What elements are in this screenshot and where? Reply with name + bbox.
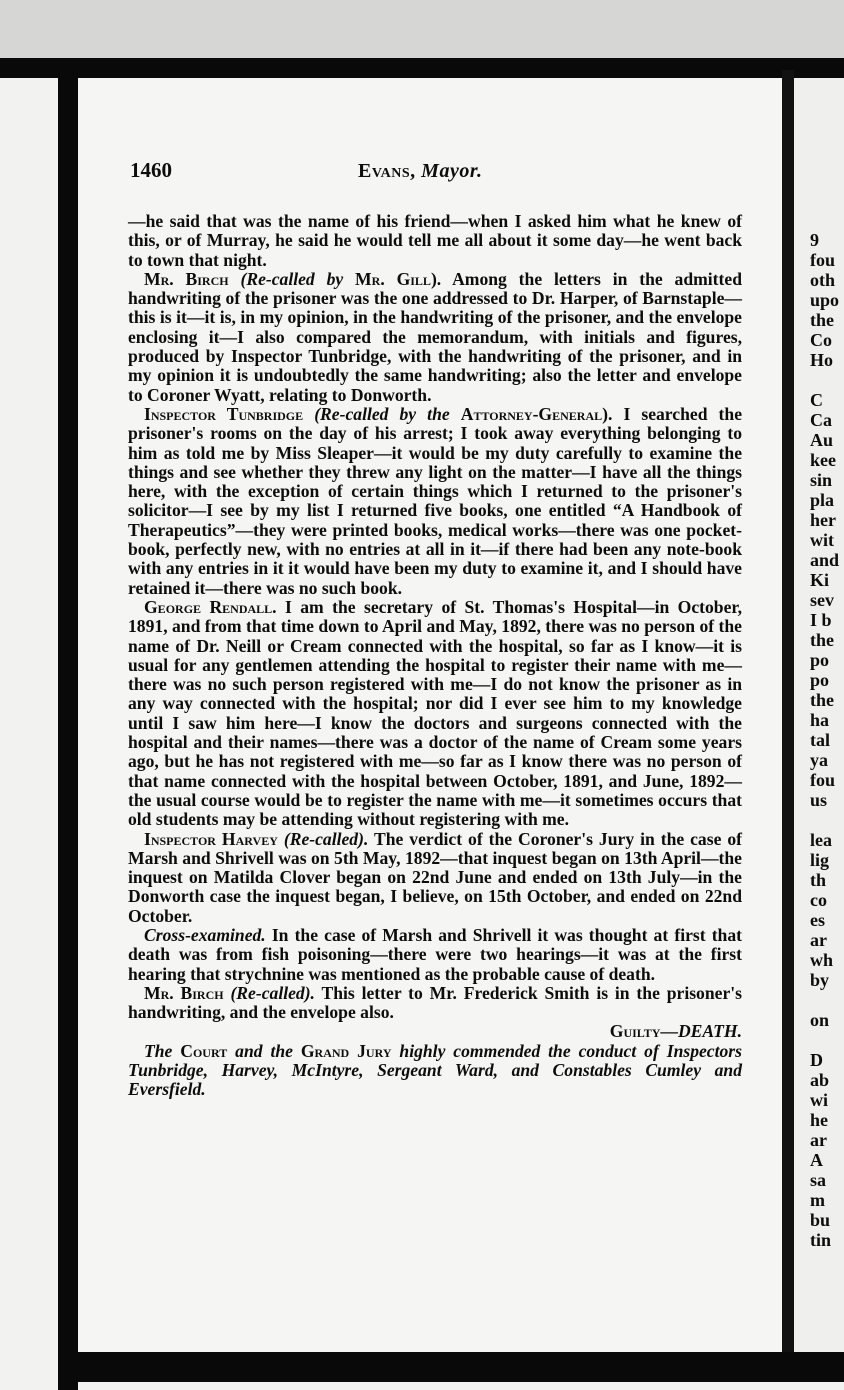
facing-page-fragment: us — [810, 790, 828, 810]
facing-page-fragment: Au — [810, 430, 834, 450]
book-gutter — [782, 70, 794, 1360]
paragraph: Cross-examined. In the case of Marsh and Shrivell it was thought at first that death was from fish poisoning—there were two hearings—it was at the first hearing that strychnine was mentioned as the probable cause of death. — [128, 924, 743, 984]
facing-page-fragment: tin — [810, 1230, 832, 1250]
facing-page-edge — [794, 78, 844, 1352]
facing-page-fragment: tal — [810, 730, 830, 750]
facing-page-fragment: the — [810, 690, 834, 710]
facing-page-fragment: lea — [810, 830, 832, 850]
facing-page-fragment: pla — [810, 490, 835, 510]
facing-page-fragment: the — [810, 310, 834, 330]
speaker-name: George Rendall. — [144, 596, 277, 617]
facing-page-fragment: fou — [810, 770, 836, 790]
facing-page-fragment: the — [810, 630, 834, 650]
facing-page-fragment: A — [810, 1150, 823, 1170]
paragraph: Mr. Birch (Re-called). This letter to Mr. Frederick Smith is in the prisoner's handwriting, and the envelope also. — [128, 982, 742, 1023]
facing-page-fragment: sev — [810, 590, 834, 610]
facing-page-fragment: es — [810, 910, 825, 930]
facing-page-fragment: Ca — [810, 410, 832, 430]
facing-page-fragment: sin — [810, 470, 833, 490]
speaker-name: Inspector Tunbridge — [144, 403, 304, 424]
facing-page-fragment: he — [810, 1110, 828, 1130]
page-number: 1460 — [130, 158, 172, 182]
facing-page-fragment: on — [810, 1010, 830, 1030]
facing-page-fragment: ab — [810, 1070, 830, 1090]
facing-page-fragment: Ki — [810, 570, 830, 590]
facing-page-fragment: wh — [810, 950, 834, 970]
book-page — [78, 78, 782, 1352]
facing-page-fragment: C — [810, 390, 823, 410]
facing-page-fragment: 9 — [810, 230, 819, 250]
facing-page-fragment: m — [810, 1190, 825, 1210]
facing-page-fragment: oth — [810, 270, 836, 290]
facing-page-fragment: upo — [810, 290, 840, 310]
scan-border-left — [58, 58, 78, 1390]
speaker-name: Mr. Birch — [144, 268, 229, 289]
facing-page-fragment: Ho — [810, 350, 834, 370]
paragraph: Inspector Harvey (Re-called). The verdict of the Coroner's Jury in the case of Marsh and Shrivell was on 5th May, 1892—that inquest began on 13th April—the inquest on Matilda Clover began on 22nd June and ended on 13th July—in the Donworth case the inquest began, I believe, on 15th October, and ended on 22nd October. — [128, 828, 743, 926]
facing-page-fragment: bu — [810, 1210, 831, 1230]
scan-border-top — [0, 58, 844, 78]
paragraph: Mr. Birch (Re-called by Mr. Gill). Among the letters in the admitted handwriting of the prisoner was the one addressed to Dr. Harper, of Barnstaple—this is it—it is, in my opinion, in the handwriting of the prisoner, and the envelope enclosing it—I also compared the memorandum, with initials and figures, produced by Inspector Tunbridge, with the handwriting of the prisoner, and in my opinion it is undoubtedly the same handwriting; also the letter and envelope to Coroner Wyatt, relating to Donworth. — [128, 268, 742, 405]
page-header — [130, 158, 770, 188]
facing-page-fragment: sa — [810, 1170, 827, 1190]
facing-page-fragment: ha — [810, 710, 830, 730]
commendation: The Court and the Grand Jury highly commended the conduct of Inspectors Tunbridge, Harvey, McIntyre, Sergeant Ward, and Constables Cumley and Eversfield. — [128, 1040, 742, 1100]
page-body — [128, 212, 742, 1100]
facing-page-fragment: and — [810, 550, 840, 570]
paragraph: Inspector Tunbridge (Re-called by the Attorney-General). I searched the prisoner's rooms on the day of his arrest; I took away everything belonging to him as told me by Miss Sleaper—it would be my duty carefully to examine the things and see whether they threw any light on the matter—I have all the things here, with the exception of certain things which I returned to the prisoner's solicitor—I see by my list I returned five books, one entitled “A Handbook of Therapeutics”—they were printed books, medical works—there was one pocket-book, perfectly new, with no entries at all in it—if there had been any note-book with any entries in it it would have been my duty to examine it, and I should have retained it—there was no such book. — [128, 403, 743, 598]
facing-page-fragment: by — [810, 970, 830, 990]
verdict: Guilty—DEATH. — [609, 1021, 742, 1042]
speaker-name: Inspector Harvey — [144, 828, 278, 849]
running-head-title: Mayor. — [421, 160, 483, 182]
facing-page-fragment: kee — [810, 450, 836, 470]
running-head-name: Evans, — [358, 160, 416, 182]
facing-page-fragment: po — [810, 650, 830, 670]
facing-page-fragment: Co — [810, 330, 832, 350]
facing-page-fragment: fou — [810, 250, 836, 270]
facing-page-fragment: her — [810, 510, 836, 530]
paragraph: George Rendall. I am the secretary of St. Thomas's Hospital—in October, 1891, and from that time down to April and May, 1892, there was no person of the name of Dr. Neill or Cream connected with the hospital, so far as I know—it is usual for any gentlemen attending the hospital to register their name with me—there was no such person registered with me—I do not know the prisoner as in any way connected with the hospital; nor did I ever see him to my knowledge until I saw him here—I know the doctors and surgeons connected with the hospital and their names—there was a doctor of the name of Cream some years ago, but he has not registered with me—so far as I know there was no person of that name connected with the hospital between October, 1891, and June, 1892—the usual course would be to register the name with me—it sometimes occurs that old students may be attending without registering with me. — [128, 596, 742, 830]
facing-page-fragment: ya — [810, 750, 828, 770]
facing-page-fragment: D — [810, 1050, 823, 1070]
facing-page-fragment: th — [810, 870, 827, 890]
facing-page-fragment: I b — [810, 610, 832, 630]
facing-page-fragment: wit — [810, 530, 834, 550]
facing-page-fragment: ar — [810, 1130, 827, 1150]
facing-page-fragment: wi — [810, 1090, 828, 1110]
scan-border-bottom — [58, 1352, 844, 1382]
running-head — [358, 160, 483, 183]
facing-page-fragment: ar — [810, 930, 827, 950]
facing-page-fragment: co — [810, 890, 827, 910]
facing-page-fragment: lig — [810, 850, 830, 870]
cross-examined-label: Cross-examined. — [144, 924, 266, 945]
paragraph: —he said that was the name of his friend—when I asked him what he knew of this, or of Murray, he said he would tell me all about it some day—he went back to town that night. — [128, 211, 742, 270]
facing-page-fragment: po — [810, 670, 830, 690]
scan-top-margin — [0, 0, 844, 62]
speaker-name: Mr. Birch — [144, 982, 224, 1003]
